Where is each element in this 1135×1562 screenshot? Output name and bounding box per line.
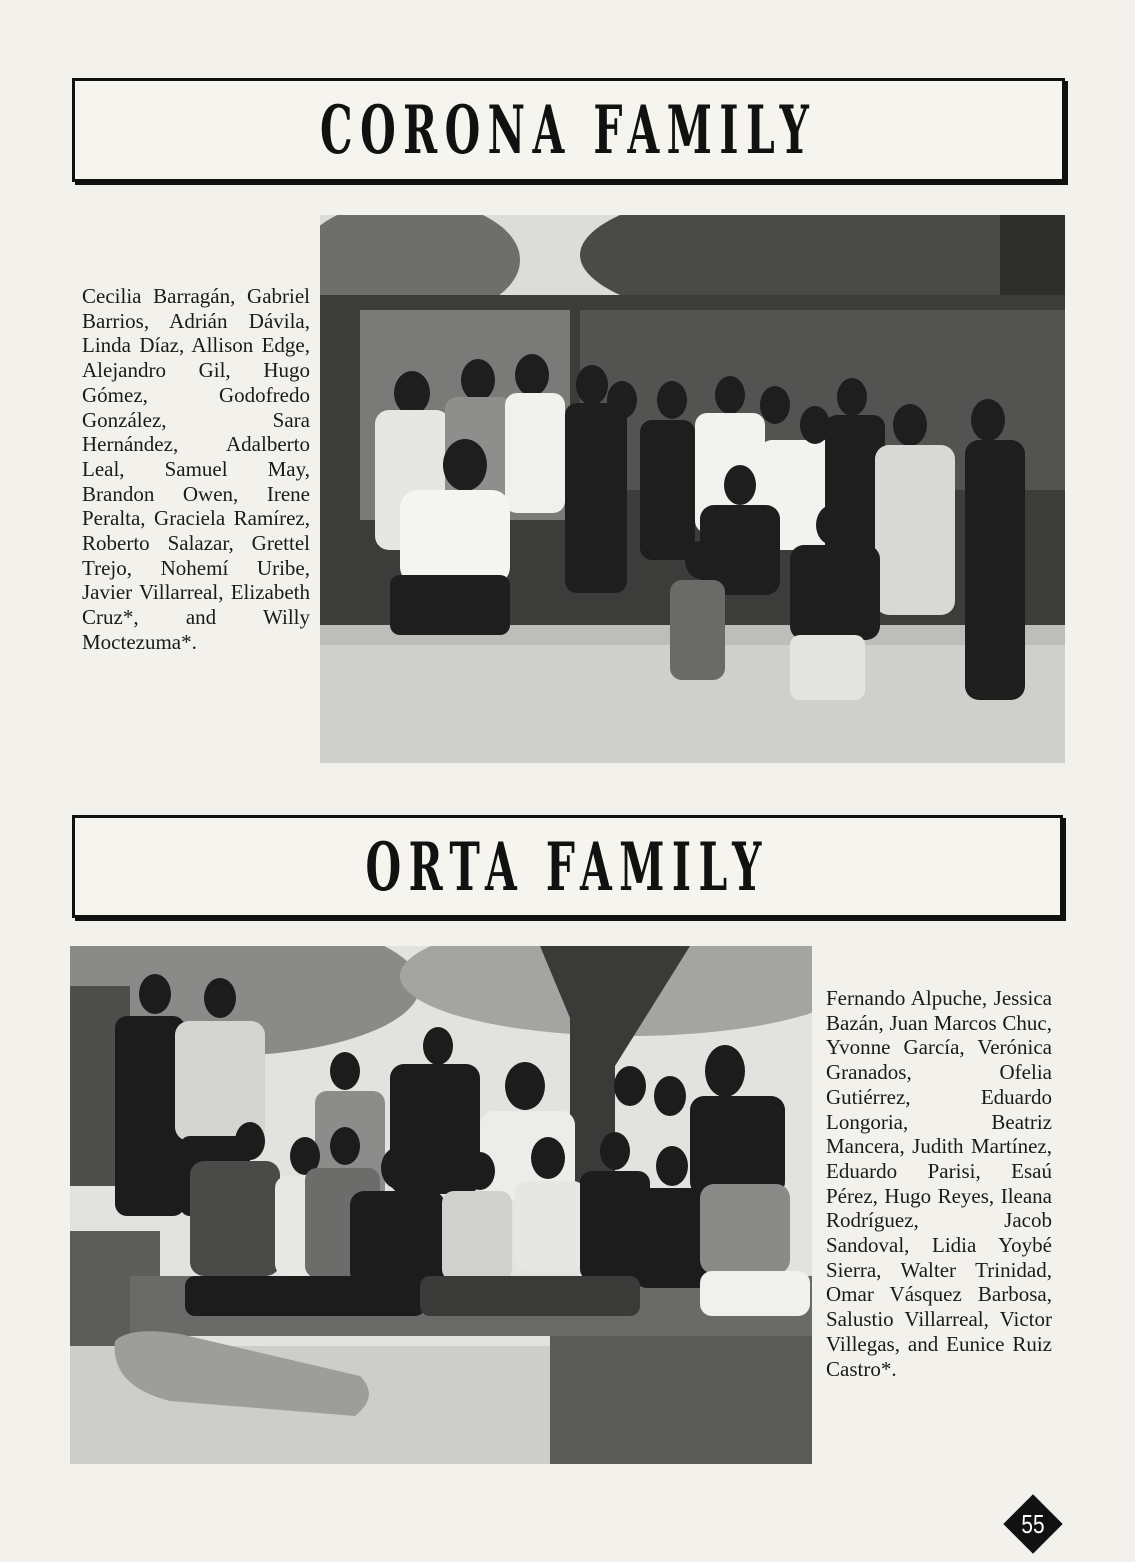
orta-family-member-list: Fernando Alpuche, Jessica Bazán, Juan Marcos Chuc, Yvonne García, Verónica Granados, Ofelia Gutiérrez, Eduardo Longoria, Beatriz Mancera, Judith Martínez, Eduardo Parisi, Esaú Pérez, Hugo Reyes, Ileana Rodríguez, Jacob Sandoval, Lidia Yoybé Sierra, Walter Trinidad, Omar Vásquez Barbosa, Salustio Villarreal, Victor Villegas, and Eunice Ruiz Castro*. <box>826 986 1052 1381</box>
corona-family-member-list: Cecilia Barragán, Gabriel Barrios, Adrián Dávila, Linda Díaz, Allison Edge, Alejandro Gil, Hugo Gómez, Godofredo González, Sara Hernández, Adalberto Leal, Samuel May, Brandon Owen, Irene Peralta, Graciela Ramírez, Roberto Salazar, Grettel Trejo, Nohemí Uribe, Javier Villarreal, Elizabeth Cruz*, and Willy Moctezuma*. <box>82 284 310 654</box>
orta-family-title-box <box>72 815 1063 918</box>
page-number-badge <box>1004 1495 1062 1553</box>
orta-family-group-photo <box>70 946 812 1464</box>
corona-family-heading: CORONA FAMILY <box>320 91 817 169</box>
page-number: 55 <box>1021 1508 1045 1539</box>
corona-family-group-photo <box>320 215 1065 763</box>
orta-family-heading: ORTA FAMILY <box>365 827 770 906</box>
corona-family-title-box <box>72 78 1065 182</box>
